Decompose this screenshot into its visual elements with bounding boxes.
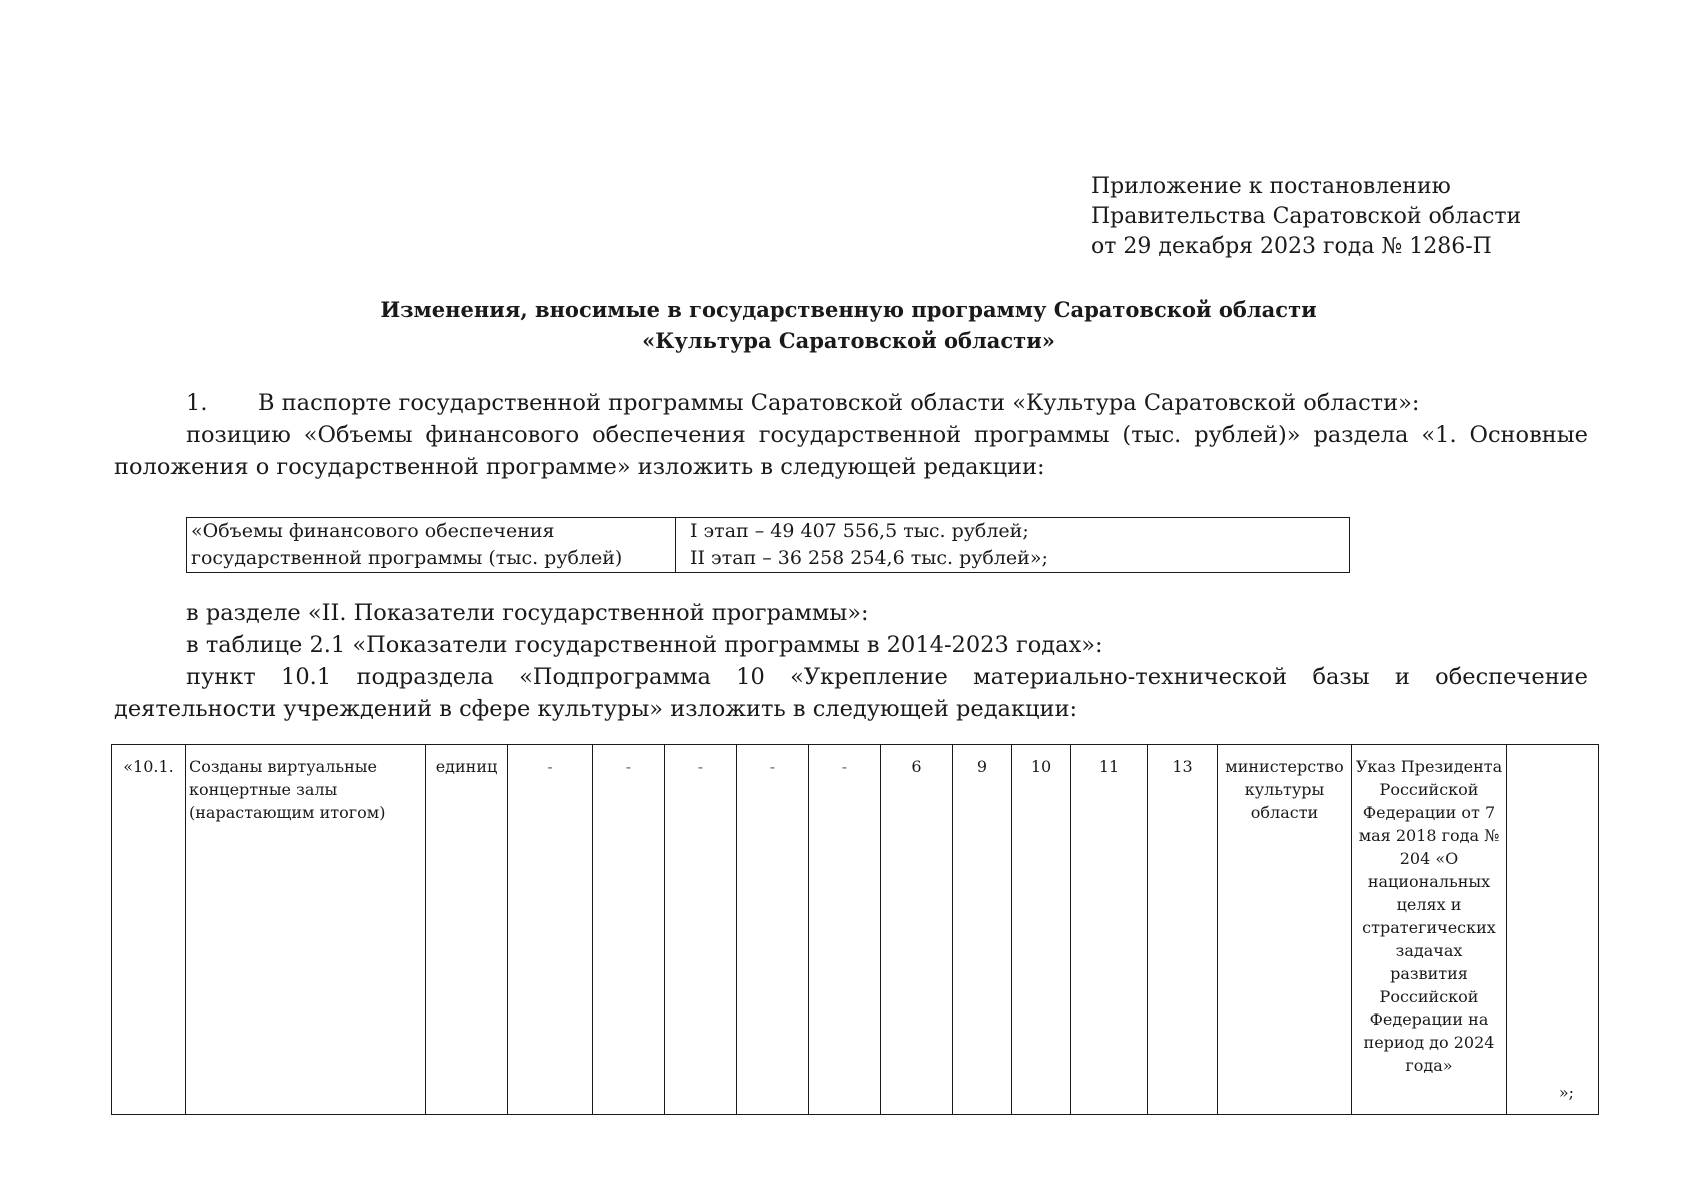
- appendix-line-3: от 29 декабря 2023 года № 1286-П: [1091, 234, 1492, 259]
- finance-label-line-1: «Объемы финансового обеспечения: [191, 520, 555, 542]
- indicator-name: Созданы виртуальные концертные залы (нарастающим итогом): [186, 745, 426, 1115]
- finance-table: [186, 517, 1350, 573]
- section-1: [114, 387, 1588, 483]
- indicator-closing-cell: [1507, 745, 1599, 1115]
- indicator-responsible: министерство культуры области: [1218, 745, 1352, 1115]
- indicator-value: 10: [1012, 745, 1071, 1115]
- indicator-value: -: [665, 745, 737, 1115]
- finance-label-line-2: государственной программы (тыс. рублей): [191, 547, 623, 569]
- finance-stage-2: II этап – 36 258 254,6 тыс. рублей»;: [690, 547, 1048, 569]
- section-2-line-4: деятельности учреждений в сфере культуры» изложить в следующей редакции:: [114, 696, 1078, 722]
- indicator-value: 11: [1071, 745, 1148, 1115]
- indicator-unit: единиц: [426, 745, 508, 1115]
- indicator-row: [112, 745, 1599, 1115]
- indicator-value: -: [809, 745, 881, 1115]
- indicator-closing-quote: »;: [1558, 1083, 1574, 1102]
- section-1-text: позицию «Объемы финансового обеспечения государственной программы (тыс. рублей)» раздела «1. Основные положения о государственной программе» изложить в следующей редакции:: [114, 422, 1588, 480]
- section-2-line-2: в таблице 2.1 «Показатели государственной программы в 2014-2023 годах»:: [186, 632, 1103, 658]
- document-title: [0, 294, 1697, 356]
- section-2: [114, 597, 1588, 725]
- indicator-value: 6: [881, 745, 953, 1115]
- indicator-value: -: [593, 745, 665, 1115]
- indicator-basis: Указ Президента Российской Федерации от 7 мая 2018 года № 204 «О национальных целях и стратегических задачах развития Российской Федерации на период до 2024 года»: [1352, 745, 1507, 1115]
- finance-label-cell: [187, 518, 676, 573]
- appendix-block: [1091, 172, 1521, 262]
- finance-stage-1: I этап – 49 407 556,5 тыс. рублей;: [690, 520, 1029, 542]
- section-2-line-1: в разделе «II. Показатели государственной программы»:: [186, 600, 869, 626]
- indicator-value: -: [737, 745, 809, 1115]
- title-line-1: Изменения, вносимые в государственную программу Саратовской области: [380, 297, 1317, 322]
- indicator-number: «10.1.: [112, 745, 186, 1115]
- indicator-value: 9: [953, 745, 1012, 1115]
- section-1-heading-row: [114, 387, 1588, 419]
- indicator-value: -: [508, 745, 593, 1115]
- section-1-number: 1.: [186, 390, 208, 416]
- indicator-value: 13: [1148, 745, 1218, 1115]
- indicator-table: [111, 744, 1599, 1115]
- finance-value-cell: [676, 518, 1350, 573]
- appendix-line-1: Приложение к постановлению: [1091, 174, 1451, 199]
- finance-table-row: [187, 518, 1350, 573]
- title-line-2: «Культура Саратовской области»: [642, 328, 1055, 353]
- section-2-line-3: пункт 10.1 подраздела «Подпрограмма 10 «Укрепление материально-технической базы и обеспечение: [186, 664, 1588, 690]
- section-1-heading: В паспорте государственной программы Саратовской области «Культура Саратовской области»:: [258, 390, 1420, 416]
- appendix-line-2: Правительства Саратовской области: [1091, 204, 1522, 229]
